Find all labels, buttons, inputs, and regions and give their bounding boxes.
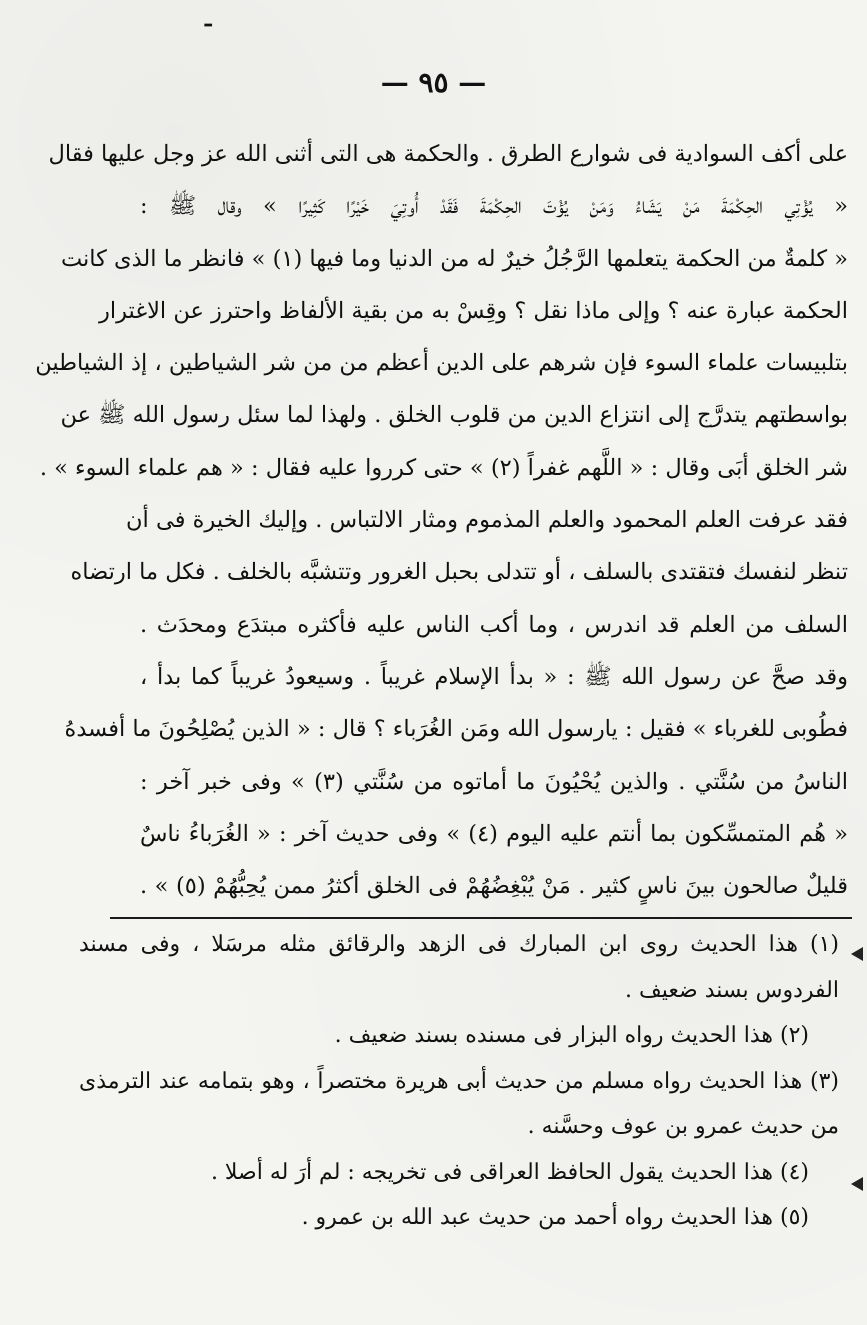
footnote-line: (٤) هذا الحديث يقول الحافظ العراقى فى تخريجه : لم أرَ له أصلا . — [210, 1159, 809, 1185]
footnote-line: (٥) هذا الحديث رواه أحمد من حديث عبد الله بن عمرو . — [301, 1205, 809, 1230]
scan-edge-mark — [851, 947, 863, 961]
text-line: « كلمةٌ من الحكمة يتعلمها الرَّجُلُ خيرٌ له من الدنيا وما فيها (١) » فانظر ما الذى كانت — [60, 245, 848, 272]
text-line: على أكف السوادية فى شوارع الطرق . والحكمة هى التى أثنى الله عز وجل عليها فقال — [48, 141, 848, 167]
text-line: بواسطتهم يتدرَّج إلى انتزاع الدين من قلوب الخلق . ولهذا لما سئل رسول الله ﷺ عن — [60, 402, 848, 429]
footnote-line: (٣) هذا الحديث رواه مسلم من حديث أبى هريرة مختصراً ، وهو بتمامه عند الترمذى — [79, 1068, 839, 1094]
text-line: السلف من العلم قد اندرس ، وما أكب الناس عليه فأكثره مبتدَع ومحدَث . — [140, 611, 848, 638]
footnote-divider — [110, 917, 852, 919]
text-line: تنظر لنفسك فتقتدى بالسلف ، أو تتدلى بحبل الغرور وتتشبَّه بالخلف . فكل ما ارتضاه — [70, 559, 848, 586]
main-text-block — [35, 128, 848, 912]
corner-mark: ـ — [205, 6, 212, 32]
text-line: الناسُ من سُنَّتي . والذين يُحْيُونَ ما أماتوه من سُنَّتي (٣) » وفى خبر آخر : — [140, 768, 848, 795]
text-line: بتلبيسات علماء السوء فإن شرهم على الدين أعظم من من شر الشياطين ، إذ الشياطين — [35, 350, 848, 377]
text-line: قليلٌ صالحون بينَ ناسٍ كثير . مَنْ يُبْغِضُهُمْ فى الخلق أكثرُ ممن يُحِبُّهُمْ (٥) » . — [140, 873, 848, 900]
text-line: فطُوبى للغرباء » فقيل : يارسول الله ومَن الغُرَباء ؟ قال : « الذين يُصْلِحُونَ ما أفسدهُ — [64, 716, 848, 743]
text-line: وقد صحَّ عن رسول الله ﷺ : « بدأ الإسلام غريباً . وسيعودُ غريباً كما بدأ ، — [140, 663, 848, 690]
text-line: شر الخلق أبَى وقال : « اللَّهم غفراً (٢) » حتى كرروا عليه فقال : « هم علماء السوء » . — [39, 454, 848, 481]
scan-edge-mark — [851, 1177, 863, 1191]
text-line: فقد عرفت العلم المحمود والعلم المذموم ومثار الالتباس . وإليك الخيرة فى أن — [126, 507, 848, 534]
footnote-line: (١) هذا الحديث روى ابن المبارك فى الزهد والرقائق مثله مرسَلا ، وفى مسند — [79, 932, 839, 957]
footnotes-block — [79, 922, 839, 1241]
text-line: « يُؤْتِي الحِكْمَةَ مَنْ يَشَاءُ وَمَنْ يُؤْتَ الحِكْمَةَ فَقَدْ أُوتِيَ خَيْرًا كَثِيرًا » وقال ﷺ : — [140, 193, 848, 220]
text-line: الحكمة عبارة عنه ؟ وإلى ماذا نقل ؟ وقِسْ به من بقية الألفاظ واحترز عن الاغترار — [99, 297, 848, 324]
footnote-line: (٢) هذا الحديث رواه البزار فى مسنده بسند ضعيف . — [334, 1023, 809, 1048]
footnote-line: من حديث عمرو بن عوف وحسَّنه . — [527, 1114, 839, 1139]
footnote-line: الفردوس بسند ضعيف . — [625, 977, 839, 1003]
text-line: « هُم المتمسِّكون بما أنتم عليه اليوم (٤) » وفى حديث آخر : « الغُرَباءُ ناسٌ — [140, 820, 848, 847]
page-number: — ٩٥ — — [380, 66, 487, 99]
